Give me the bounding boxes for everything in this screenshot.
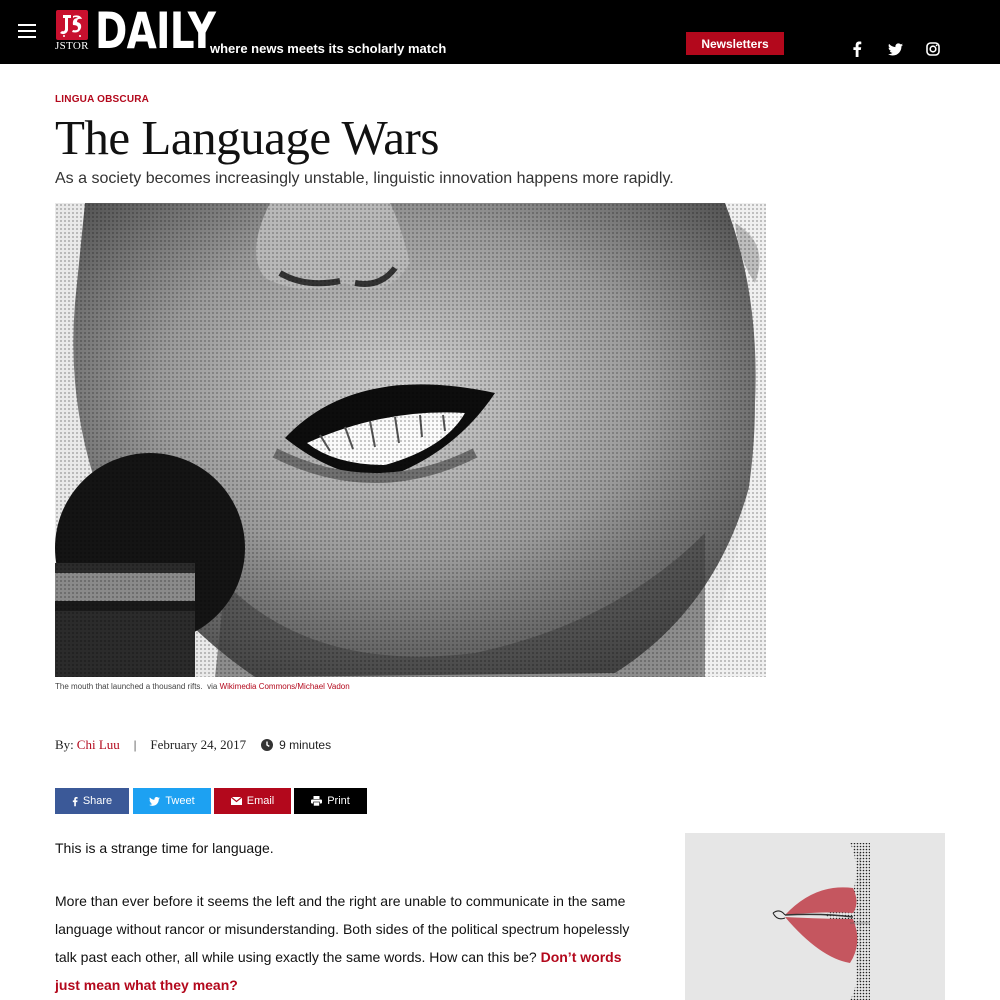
site-header	[0, 0, 1000, 64]
logo-jstor-text[interactable]: JSTOR	[55, 40, 89, 52]
hero-image	[55, 203, 766, 677]
email-share-button[interactable]	[214, 788, 291, 814]
byline-prefix: By:	[55, 737, 74, 752]
sidebar-illustration[interactable]	[685, 833, 945, 1000]
caption-text: The mouth that launched a thousand rifts.	[55, 682, 203, 691]
read-time: 9 minutes	[279, 738, 332, 752]
article-title: The Language Wars	[55, 110, 439, 165]
facebook-share-button[interactable]	[55, 788, 129, 814]
byline-divider: |	[133, 737, 137, 752]
clock-icon	[261, 739, 273, 751]
body-paragraph-2	[55, 887, 630, 999]
site-tagline: where news meets its scholarly match	[210, 41, 447, 56]
category-link[interactable]: LINGUA OBSCURA	[55, 94, 150, 105]
pull-question: Don’t words just mean what they mean?	[55, 949, 622, 993]
jstor-logo-icon[interactable]	[56, 10, 88, 40]
body-paragraph-2-text: More than ever before it seems the left and the right are unable to communicate in the same language without rancor or misunderstanding. Both sides of the political spectrum hopelessly talk past each other, all while using exactly the same words. How can this be?	[55, 893, 630, 965]
tweet-button[interactable]	[133, 788, 211, 814]
article-dek: As a society becomes increasingly unstable, linguistic innovation happens more rapidly.	[55, 170, 674, 187]
tweet-label: Tweet	[165, 795, 195, 807]
email-label: Email	[246, 795, 275, 807]
publish-date: February 24, 2017	[150, 737, 247, 752]
share-label: Share	[82, 795, 113, 807]
twitter-icon	[149, 797, 160, 806]
caption-source-link[interactable]: Wikimedia Commons/Michael Vadon	[219, 682, 350, 691]
facebook-icon[interactable]	[848, 40, 866, 58]
facebook-icon	[72, 796, 78, 807]
print-label: Print	[327, 795, 350, 807]
caption-via: via	[207, 682, 218, 691]
menu-icon[interactable]	[18, 24, 36, 38]
author-link[interactable]: Chi Luu	[76, 737, 120, 752]
newsletters-button[interactable]: Newsletters	[686, 32, 784, 55]
byline	[55, 737, 331, 753]
lips-illustration-icon	[685, 833, 945, 1000]
instagram-icon[interactable]	[924, 40, 942, 58]
image-caption	[55, 682, 350, 691]
printer-icon	[311, 796, 322, 806]
envelope-icon	[231, 797, 242, 805]
body-paragraph-1: This is a strange time for language.	[55, 840, 274, 856]
logo-daily-text[interactable]: DAILY	[95, 2, 216, 60]
twitter-icon[interactable]	[886, 40, 904, 58]
print-button[interactable]	[294, 788, 367, 814]
